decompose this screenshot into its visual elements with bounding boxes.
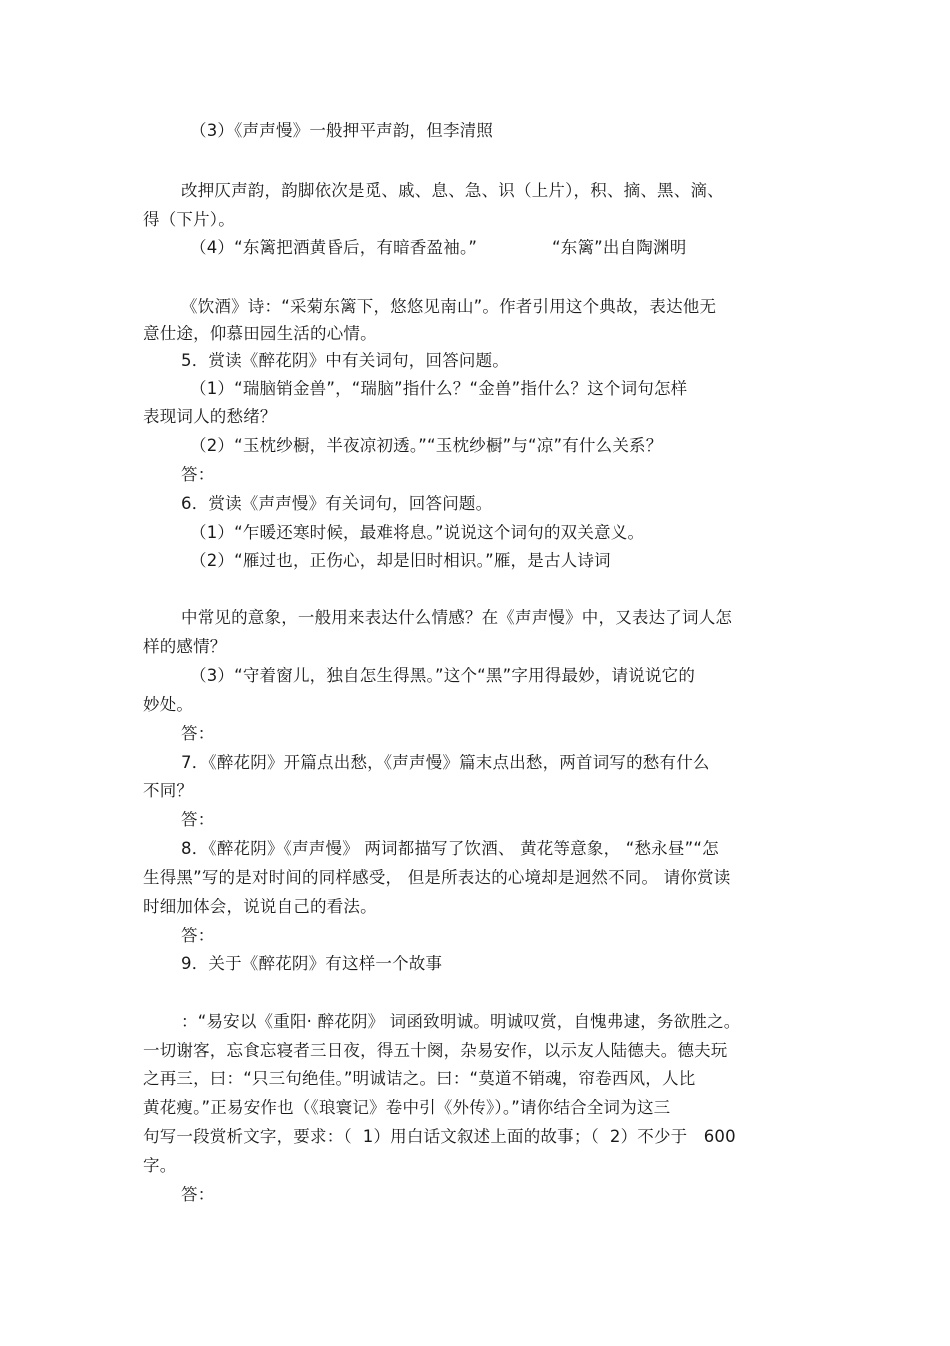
text-line: （3）《声声慢》一般押平声韵，但李清照 [190,121,494,140]
text-line: 不同？ [143,781,194,800]
text-line: （2）“雁过也，正伤心，却是旧时相识。”雁，是古人诗词 [190,551,611,570]
answer-label: 答： [181,724,215,743]
text-line: 《饮酒》诗：“采菊东篱下，悠悠见南山”。作者引用这个典故，表达他无 [181,297,717,316]
text-line: （1）“乍暖还寒时候，最难将息。”说说这个词句的双关意义。 [190,523,645,542]
text-line: 之再三，曰：“只三句绝佳。”明诚诘之。曰：“莫道不销魂，帘卷西风，人比 [143,1069,696,1088]
text-line: （2）“玉枕纱橱，半夜凉初透。”“玉枕纱橱”与“凉”有什么关系？ [190,436,663,455]
answer-label: 答： [181,810,215,829]
text-line: 时细加体会，说说自己的看法。 [143,897,377,916]
text-line: ：“易安以《重阳· 醉花阴》 词函致明诚。明诚叹赏，自愧弗逮，务欲胜之。 [181,1012,741,1031]
text-line: 样的感情？ [143,637,227,656]
text-line: “东篱”出自陶渊明 [552,238,687,257]
text-line: 生得黑”写的是对时间的同样感受， 但是所表达的心境却是迥然不同。 请你赏读 [143,868,731,887]
list-item-heading: 9．关于《醉花阴》有这样一个故事 [181,954,443,973]
text-line: 一切谢客，忘食忘寝者三日夜，得五十阕，杂易安作，以示友人陆德夫。德夫玩 [143,1041,728,1060]
answer-label: 答： [181,1185,215,1204]
text-line: （4）“东篱把酒黄昏后，有暗香盈袖。” [190,238,478,257]
answer-label: 答： [181,926,215,945]
text-line: 句写一段赏析文字，要求：（ 1）用白话文叙述上面的故事；（ 2）不少于 600 [143,1127,736,1146]
text-line: 黄花瘦。”正易安作也（《琅寰记》卷中引《外传》）。”请你结合全词为这三 [143,1098,671,1117]
text-line: 中常见的意象，一般用来表达什么情感？在《声声慢》中，又表达了词人怎 [181,608,733,627]
answer-label: 答： [181,465,215,484]
text-line: 妙处。 [143,695,194,714]
list-item-heading: 7．《醉花阴》开篇点出愁，《声声慢》篇末点出愁，两首词写的愁有什么 [181,753,710,772]
text-line: 字。 [143,1156,177,1175]
list-item-heading: 5．赏读《醉花阴》中有关词句，回答问题。 [181,351,509,370]
text-line: 改押仄声韵，韵脚依次是觅、戚、息、急、识（上片），积、摘、黑、滴、 [181,181,724,200]
text-line: （1）“瑞脑销金兽”，“瑞脑”指什么？“金兽”指什么？这个词句怎样 [190,379,688,398]
text-line: 意仕途，仰慕田园生活的心情。 [143,324,377,343]
list-item-heading: 6．赏读《声声慢》有关词句，回答问题。 [181,494,493,513]
text-line: 得（下片）。 [143,210,235,229]
text-line: （3）“守着窗儿，独自怎生得黑。”这个“黑”字用得最妙，请说说它的 [190,666,696,685]
list-item-heading: 8．《醉花阴》《声声慢》 两词都描写了饮酒、 黄花等意象， “愁永昼”“怎 [181,839,719,858]
text-line: 表现词人的愁绪？ [143,407,277,426]
